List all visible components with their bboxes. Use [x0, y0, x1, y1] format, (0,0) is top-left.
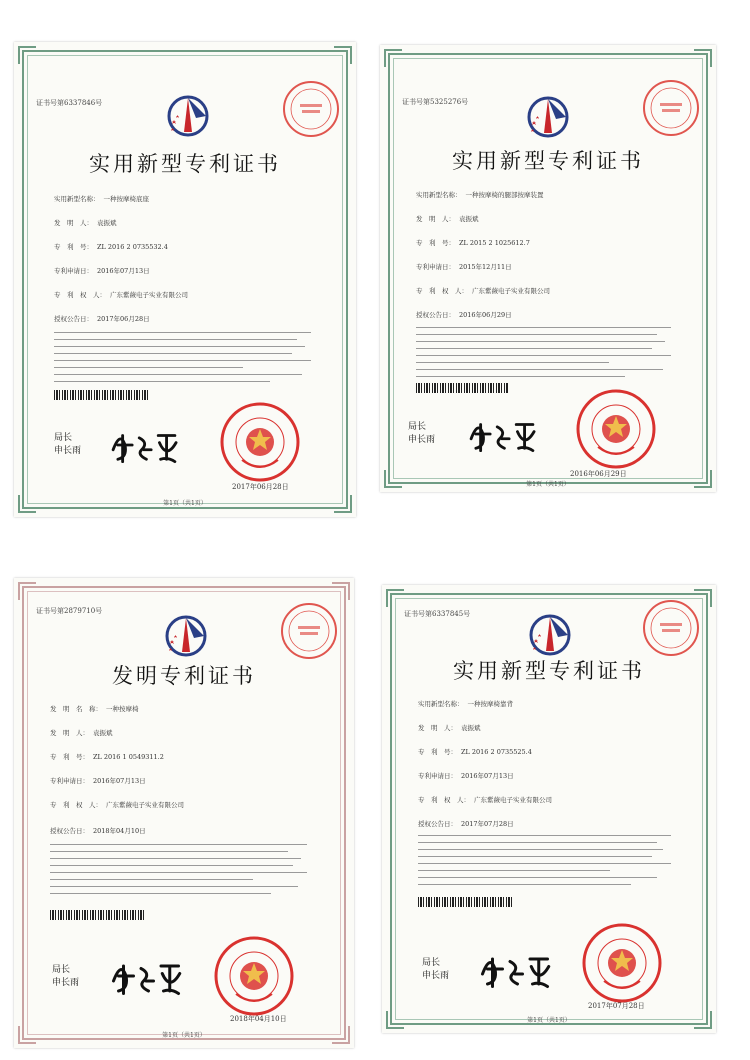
- field-value: 2017年07月28日: [461, 820, 514, 828]
- field-name: [416, 190, 544, 199]
- field-grant-date: [54, 314, 150, 323]
- seal-date: 2017年07月28日: [588, 1002, 645, 1010]
- director-block: [408, 421, 435, 447]
- field-value: 广东紫薇电子实业有限公司: [106, 801, 184, 809]
- field-inventor: [54, 218, 117, 227]
- field-patentee: [54, 290, 188, 299]
- seal-date: 2016年06月29日: [570, 470, 627, 478]
- field-value: 2015年12月11日: [459, 263, 512, 271]
- certificate-title: 实用新型专利证书: [452, 149, 644, 173]
- director-block: [422, 957, 449, 983]
- field-application-date: [416, 262, 512, 271]
- director-signature: [476, 949, 554, 989]
- corner-ornament: [334, 46, 352, 64]
- barcode: [54, 390, 149, 400]
- field-name: [54, 194, 149, 203]
- field-value: 广东紫薇电子实业有限公司: [472, 287, 550, 295]
- field-label: 专利申请日：: [416, 263, 455, 271]
- barcode: [418, 897, 512, 907]
- certificate-1: [14, 42, 356, 517]
- field-label: 发 明 人：: [50, 729, 89, 737]
- director-label: 局长: [54, 433, 73, 443]
- field-value: 一种按摩椅: [106, 705, 139, 713]
- patent-office-emblem-icon: [164, 614, 208, 658]
- field-value: 广东紫薇电子实业有限公司: [474, 796, 552, 804]
- certificate-number: 证书号第6337846号: [36, 99, 103, 107]
- director-signature: [464, 415, 540, 453]
- director-name: 申长雨: [422, 971, 450, 981]
- certificate-number: 证书号第5325276号: [402, 98, 469, 106]
- field-grant-date: [50, 826, 146, 835]
- director-name: 申长雨: [408, 435, 436, 445]
- corner-ornament: [332, 582, 350, 600]
- field-inventor: [50, 728, 113, 737]
- field-value: 2016年06月29日: [459, 311, 512, 319]
- field-patentee: [50, 800, 184, 809]
- field-label: 发 明 人：: [416, 215, 455, 223]
- field-value: ZL 2016 2 0735532.4: [97, 243, 168, 251]
- field-value: ZL 2016 2 0735525.4: [461, 748, 532, 756]
- field-label: 发 明 人：: [418, 724, 457, 732]
- field-value: ZL 2015 2 1025612.7: [459, 239, 530, 247]
- certificate-2: [380, 45, 716, 492]
- field-application-date: [54, 266, 150, 275]
- certificate-number: 证书号第2879710号: [36, 607, 103, 615]
- field-value: 2016年07月13日: [93, 777, 146, 785]
- state-ip-office-seal: [220, 402, 300, 482]
- field-value: 一种按摩椅底座: [103, 195, 149, 203]
- certificate-number: 证书号第6337845号: [404, 610, 471, 618]
- field-value: 一种按摩椅靠背: [467, 700, 513, 708]
- field-label: 专 利 号：: [416, 239, 455, 247]
- field-label: 授权公告日：: [50, 827, 89, 835]
- field-label: 专利申请日：: [54, 267, 93, 275]
- field-label: 专 利 号：: [54, 243, 93, 251]
- certificate-body-text: [418, 835, 684, 891]
- page-number: 第1页（共1页）: [162, 1032, 206, 1039]
- field-patent-number: [54, 242, 168, 251]
- field-label: 专利申请日：: [50, 777, 89, 785]
- director-label: 局长: [422, 958, 441, 968]
- director-name: 申长雨: [54, 446, 82, 456]
- field-name: [50, 704, 139, 713]
- certificate-round-stamp: [642, 599, 700, 657]
- field-value: 袁振斌: [461, 724, 481, 732]
- field-application-date: [418, 771, 514, 780]
- certificate-round-stamp: [642, 79, 700, 137]
- field-label: 专 利 权 人：: [54, 291, 106, 299]
- field-value: 广东紫薇电子实业有限公司: [110, 291, 188, 299]
- certificate-body-text: [50, 844, 320, 900]
- page-number: 第1页（共1页）: [163, 500, 207, 507]
- barcode: [50, 910, 146, 920]
- certificate-round-stamp: [282, 80, 340, 138]
- field-label: 实用新型名称：: [54, 195, 100, 203]
- seal-date: 2018年04月10日: [230, 1015, 287, 1023]
- field-patent-number: [416, 238, 530, 247]
- field-grant-date: [416, 310, 512, 319]
- seal-date: 2017年06月28日: [232, 483, 289, 491]
- page-number: 第1页（共1页）: [526, 481, 570, 488]
- certificate-round-stamp: [280, 602, 338, 660]
- field-label: 专 利 权 人：: [416, 287, 468, 295]
- corner-ornament: [18, 46, 36, 64]
- director-name: 申长雨: [52, 978, 80, 988]
- certificate-title: 实用新型专利证书: [453, 659, 645, 683]
- corner-ornament: [18, 582, 36, 600]
- field-inventor: [416, 214, 479, 223]
- field-patentee: [416, 286, 550, 295]
- corner-ornament: [386, 589, 404, 607]
- field-label: 授权公告日：: [416, 311, 455, 319]
- certificate-body-text: [416, 327, 684, 383]
- field-value: 2018年04月10日: [93, 827, 146, 835]
- director-block: [52, 964, 79, 990]
- field-value: 袁振斌: [459, 215, 479, 223]
- director-label: 局长: [408, 422, 427, 432]
- field-value: 袁振斌: [93, 729, 113, 737]
- field-patentee: [418, 795, 552, 804]
- field-patent-number: [418, 747, 532, 756]
- director-signature: [106, 426, 182, 464]
- field-label: 实用新型名称：: [416, 191, 462, 199]
- field-value: 2016年07月13日: [97, 267, 150, 275]
- field-value: ZL 2016 1 0549311.2: [93, 753, 164, 761]
- barcode: [416, 383, 508, 393]
- certificate-title: 实用新型专利证书: [89, 152, 281, 176]
- field-value: 2016年07月13日: [461, 772, 514, 780]
- field-patent-number: [50, 752, 164, 761]
- field-value: 袁振斌: [97, 219, 117, 227]
- director-block: [54, 432, 81, 458]
- field-value: 2017年06月28日: [97, 315, 150, 323]
- field-inventor: [418, 723, 481, 732]
- field-label: 专 利 权 人：: [418, 796, 470, 804]
- field-label: 专利申请日：: [418, 772, 457, 780]
- certificate-body-text: [54, 332, 324, 388]
- page-number: 第1页（共1页）: [527, 1017, 571, 1024]
- field-name: [418, 699, 513, 708]
- state-ip-office-seal: [214, 936, 294, 1016]
- certificate-3: [14, 578, 354, 1048]
- patent-office-emblem-icon: [526, 95, 570, 139]
- field-label: 专 利 权 人：: [50, 801, 102, 809]
- field-value: 一种按摩椅的腿部按摩装置: [465, 191, 544, 199]
- state-ip-office-seal: [576, 389, 656, 469]
- field-label: 实用新型名称：: [418, 700, 464, 708]
- director-signature: [106, 956, 186, 996]
- field-label: 授权公告日：: [418, 820, 457, 828]
- field-label: 发 明 人：: [54, 219, 93, 227]
- field-label: 发 明 名 称：: [50, 705, 102, 713]
- corner-ornament: [694, 49, 712, 67]
- field-grant-date: [418, 819, 514, 828]
- director-label: 局长: [52, 965, 71, 975]
- patent-office-emblem-icon: [528, 613, 572, 657]
- field-label: 授权公告日：: [54, 315, 93, 323]
- certificate-4: [382, 585, 716, 1033]
- patent-office-emblem-icon: [166, 94, 210, 138]
- corner-ornament: [384, 49, 402, 67]
- certificate-title: 发明专利证书: [112, 664, 256, 688]
- field-label: 专 利 号：: [418, 748, 457, 756]
- state-ip-office-seal: [582, 923, 662, 1003]
- field-application-date: [50, 776, 146, 785]
- field-label: 专 利 号：: [50, 753, 89, 761]
